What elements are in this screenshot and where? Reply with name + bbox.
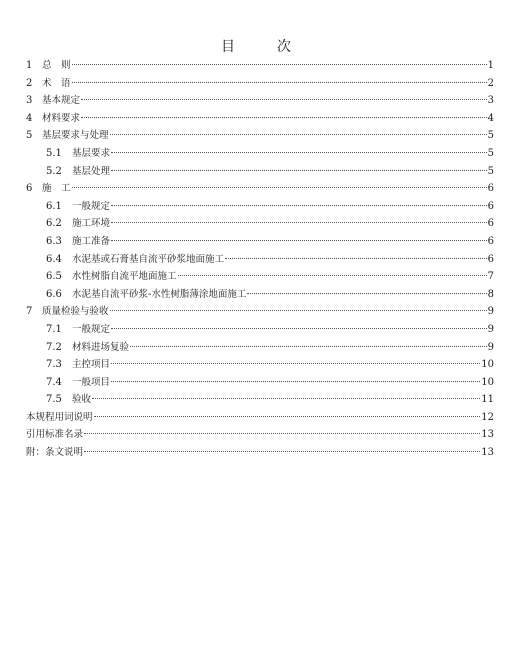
toc-entry[interactable] [26, 92, 494, 110]
dot-leader [72, 82, 487, 83]
toc-entry[interactable] [26, 391, 494, 409]
toc-entry-label: 水泥基或石膏基自流平砂浆地面施工 [72, 253, 225, 265]
toc-entry-label: 附：条文说明 [26, 447, 84, 459]
toc-entry-page: 5 [487, 165, 494, 177]
toc-entry[interactable] [26, 251, 494, 269]
toc-entry-number: 6.5 [46, 271, 62, 283]
toc-entry[interactable] [26, 110, 494, 128]
dot-leader [81, 99, 487, 100]
dot-leader [111, 328, 487, 329]
toc-entry-number: 6.6 [46, 288, 62, 300]
toc-entry-number: 7.2 [46, 341, 62, 353]
toc-entry[interactable] [26, 339, 494, 357]
toc-entry-page: 13 [481, 429, 494, 441]
toc-entry-number: 4 [26, 112, 33, 124]
dot-leader [111, 381, 480, 382]
dot-leader [111, 240, 487, 241]
toc-entry-number: 3 [26, 95, 33, 107]
toc-entry-page: 9 [487, 341, 494, 353]
toc-entry-number: 6.1 [46, 200, 62, 212]
toc-entry[interactable] [26, 198, 494, 216]
toc-entry-label: 材料进场复验 [72, 341, 130, 353]
toc-entry-page: 3 [487, 95, 494, 107]
toc-entry-page: 6 [487, 235, 494, 247]
toc-entry-number: 7.1 [46, 323, 62, 335]
toc-entry[interactable] [26, 75, 494, 93]
table-of-contents [26, 57, 494, 462]
toc-entry-page: 13 [481, 447, 494, 459]
toc-entry[interactable] [26, 426, 494, 444]
toc-entry-page: 5 [487, 130, 494, 142]
toc-entry-label: 验收 [72, 394, 92, 406]
dot-leader [225, 258, 487, 259]
dot-leader [247, 293, 486, 294]
toc-entry[interactable] [26, 57, 494, 75]
toc-entry[interactable] [26, 145, 494, 163]
toc-entry-number: 7.4 [46, 376, 62, 388]
toc-entry-label: 一般规定 [72, 323, 111, 335]
toc-entry-label: 主控项目 [72, 359, 111, 371]
toc-entry-number: 5.2 [46, 165, 62, 177]
dot-leader [111, 170, 487, 171]
toc-entry-number: 1 [26, 60, 33, 71]
dot-leader [178, 275, 487, 276]
toc-entry-page: 11 [481, 394, 494, 406]
page-title: 目 次 [221, 39, 305, 55]
toc-entry-page: 1 [487, 60, 494, 71]
toc-entry-page: 9 [487, 306, 494, 318]
toc-entry-number: 6.4 [46, 253, 62, 265]
toc-entry-page: 12 [481, 411, 494, 423]
dot-leader [110, 134, 487, 135]
dot-leader [110, 310, 487, 311]
toc-entry[interactable] [26, 286, 494, 304]
toc-entry[interactable] [26, 268, 494, 286]
toc-entry-label: 基层处理 [72, 165, 111, 177]
toc-entry-number: 7 [26, 306, 33, 318]
toc-entry[interactable] [26, 215, 494, 233]
toc-entry-page: 8 [487, 288, 494, 300]
toc-entry-label: 基层要求 [72, 147, 111, 159]
toc-entry-number: 6.3 [46, 235, 62, 247]
toc-entry-label: 术 语 [42, 77, 71, 89]
toc-entry-number: 5.1 [46, 147, 62, 159]
toc-entry[interactable] [26, 303, 494, 321]
toc-entry[interactable] [26, 409, 494, 427]
toc-entry-number: 2 [26, 77, 33, 89]
dot-leader [111, 205, 487, 206]
dot-leader [72, 187, 487, 188]
dot-leader [111, 363, 480, 364]
toc-entry-label: 水泥基自流平砂浆-水性树脂薄涂地面施工 [72, 288, 247, 300]
toc-entry[interactable] [26, 233, 494, 251]
toc-entry-label: 一般规定 [72, 200, 111, 212]
dot-leader [72, 64, 487, 65]
dot-leader [84, 451, 480, 452]
toc-entry-label: 总 则 [42, 60, 71, 71]
toc-entry[interactable] [26, 356, 494, 374]
toc-entry-label: 施工环境 [72, 218, 111, 230]
toc-entry-page: 7 [487, 271, 494, 283]
toc-entry[interactable] [26, 127, 494, 145]
toc-entry-page: 6 [487, 183, 494, 195]
dot-leader [81, 117, 487, 118]
dot-leader [130, 346, 487, 347]
dot-leader [94, 416, 481, 417]
toc-entry-page: 2 [487, 77, 494, 89]
toc-entry[interactable] [26, 180, 494, 198]
toc-entry[interactable] [26, 374, 494, 392]
toc-entry-number: 7.5 [46, 394, 62, 406]
toc-entry[interactable] [26, 163, 494, 181]
toc-entry-page: 6 [487, 218, 494, 230]
toc-entry-page: 10 [481, 359, 494, 371]
toc-entry-page: 6 [487, 200, 494, 212]
toc-entry-label: 施 工 [42, 183, 71, 195]
toc-entry[interactable] [26, 444, 494, 462]
dot-leader [111, 152, 487, 153]
toc-entry-label: 基本规定 [42, 95, 81, 107]
toc-entry-number: 6 [26, 183, 33, 195]
toc-entry-label: 基层要求与处理 [42, 130, 109, 142]
toc-entry-label: 引用标准名录 [26, 429, 84, 441]
dot-leader [111, 222, 487, 223]
toc-entry-number: 6.2 [46, 218, 62, 230]
toc-entry-label: 质量检验与验收 [42, 306, 109, 318]
toc-entry-label: 材料要求 [42, 112, 81, 124]
toc-entry-page: 6 [487, 253, 494, 265]
toc-entry-number: 7.3 [46, 359, 62, 371]
toc-entry-label: 施工准备 [72, 235, 111, 247]
toc-entry[interactable] [26, 321, 494, 339]
toc-entry-page: 5 [487, 147, 494, 159]
toc-entry-label: 本规程用词说明 [26, 411, 93, 423]
toc-entry-page: 9 [487, 323, 494, 335]
toc-entry-label: 一般项目 [72, 376, 111, 388]
toc-entry-label: 水性树脂自流平地面施工 [72, 271, 177, 283]
dot-leader [92, 398, 480, 399]
toc-entry-page: 4 [487, 112, 494, 124]
toc-entry-number: 5 [26, 130, 33, 142]
toc-entry-page: 10 [481, 376, 494, 388]
dot-leader [84, 433, 480, 434]
